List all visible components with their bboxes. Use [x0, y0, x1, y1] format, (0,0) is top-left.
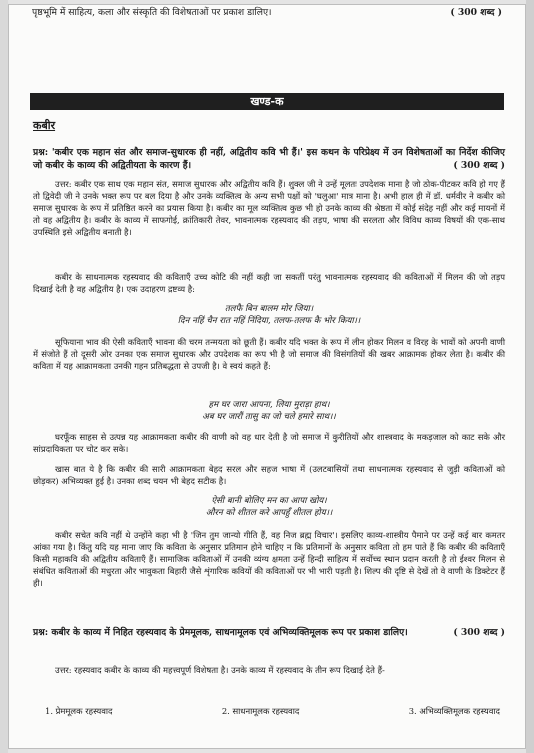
scan-right-margin	[526, 0, 534, 753]
couplet-1	[33, 303, 505, 327]
list-item: 2. साधनामूलक रहस्यवाद	[221, 706, 300, 716]
couplet-line: अब घर जारौं तासु का जो चले हमारे साथ।।	[202, 412, 336, 422]
couplet-line: दिन नहिं चैन रात नहिं निंदिया, तलफ-तलफ कै भोर किया।।	[177, 316, 361, 326]
couplet-line: औरन को शीतल करे आपहुँ शीतल होय।।	[205, 508, 333, 518]
answer-1-paragraph-5: खास बात ये है कि कबीर की सारी आक्रामकता बेहद सरल और सहज भाषा में (उलटबासियों तथा साधनात्मक रहस्यवाद से जुड़ी कविताओं को छोड़कर) अभिव्यक्त हुई है। उनका शब्द चयन भी बेहद सटीक है।	[33, 464, 505, 486]
question-text: 'कबीर एक महान संत और समाज-सुधारक ही नहीं, अद्वितीय कवि भी हैं।' इस कथन के परिप्रेक्ष्य में उन विशेषताओं का निर्देश कीजिए जो कबीर के काव्य की अद्वितीयता के कारण हैं।	[33, 147, 505, 171]
couplet-3	[33, 495, 505, 519]
question-text: कबीर के काव्य में निहित रहस्यवाद के प्रेममूलक, साधनामूलक एवं अभिव्यक्तिमूलक रूप पर प्रकाश डालिए।	[51, 627, 408, 638]
answer-2-intro: उत्तर: रहस्यवाद कबीर के काव्य की महत्त्वपूर्ण विशेषता है। उनके काव्य में रहस्यवाद के तीन रूप दिखाई देते हैं-	[55, 665, 385, 675]
previous-question-tail	[32, 7, 502, 18]
previous-question-marks: ( 300 शब्द )	[450, 7, 502, 18]
list-item: 1. प्रेममूलक रहस्यवाद	[45, 706, 113, 716]
section-banner: खण्ड-क	[30, 93, 504, 110]
question-1	[33, 147, 505, 172]
section-title: कबीर	[33, 119, 56, 132]
question-label: प्रश्न:	[33, 147, 49, 158]
couplet-line: तलफै बिन बालम मोर जिया।	[224, 304, 314, 314]
list-item: 3. अभिव्यक्तिमूलक रहस्यवाद	[408, 706, 500, 716]
answer-1-paragraph-4: घरफूँक साहस से उत्पन्न यह आक्रामकता कबीर की वाणी को वह धार देती है जो समाज में कुरीतियों और शास्त्रवाद के मकड़जाल को काट सके और सांप्रदायिकता पर चोट कर सके।	[33, 432, 505, 454]
previous-question-text: पृष्ठभूमि में साहित्य, कला और संस्कृति की विशेषताओं पर प्रकाश डालिए।	[32, 7, 272, 18]
question-marks: ( 300 शब्द )	[453, 627, 505, 638]
answer-1-paragraph-6: कबीर सचेत कवि नहीं थे उन्होंने कहा भी है 'जिन तुम जान्यो गीति हैं, वह निज ब्रह्म विचार'। इसलिए काव्य-शास्त्रीय पैमाने पर उन्हें कई बार कमतर आंका गया है। किंतु यदि यह माना जाए कि कविता के अनुसार प्रतिमान होने चाहिए न कि प्रतिमानों के अनुसार कविता तो हम पाते हैं कि कबीर की कविताएँ किसी महाकवि की अद्वितीय कविताएँ हैं। सामाजिक कविताओं में उनकी व्यंग्य क्षमता उन्हें हिन्दी साहित्य में सर्वोच्च स्थान प्रदान करती है तो ईश्वर मिलन से संबंधित कविताओं की मधुरता और भावुकता बिहारी जैसे शृंगारिक कवियों की कविताओं पर भी भारी पड़ती है। शिल्प की दृष्टि से देखें तो वे वाणी के डिक्टेटर हैं ही।	[33, 530, 505, 588]
couplet-line: हम घर जारा आपना, लिया मुराड़ा हाथ।	[208, 400, 330, 410]
question-marks: ( 300 शब्द )	[453, 159, 505, 171]
couplet-line: ऐसी बानी बोलिए मन का आपा खोय।	[211, 496, 327, 506]
answer-1-paragraph-3: सूफियाना भाव की ऐसी कविताएँ भावना की चरम तन्मयता को छूती हैं। कबीर यदि भक्त के रूप में लीन होकर मिलन व विरह के भावों को अपनी वाणी में संजोते हैं तो दूसरी ओर उनका एक समाज सुधारक और उपदेशक का रूप भी है जो समाज की विसंगतियों की खबर आक्रामक होकर लेता है। कबीर की कविता में यह आक्रामकता उनकी गहन प्रतिबद्धता से उपजी है। वे स्वयं कहते हैं:	[33, 337, 505, 371]
question-label: प्रश्न:	[33, 627, 49, 638]
answer-1-paragraph-1: उत्तर: कबीर एक साथ एक महान संत, समाज सुधारक और अद्वितीय कवि हैं। शुक्ल जी ने उन्हें मूलतः उपदेशक माना है जो ठोक-पीटकर कवि हो गए हैं तो द्विवेदी जी ने उनके भक्त रूप पर बल दिया है और उनके व्यक्तित्व के अन्य सभी पक्षों को 'घलुआ' मात्र माना है। अभी हाल ही में डॉ. धर्मवीर ने कबीर को समाज सुधारक के रूप में प्रतिष्ठित करने का प्रयास किया है। कबीर का मूल व्यक्तित्व कुछ भी हो उनके काव्य की श्रेष्ठता में कोई संदेह नहीं और कई मायनों में तो वह अद्वितीय है। कबीर के काव्य में साफगोई, क्रांतिकारी तेवर, भावनात्मक रहस्यवाद की तड़प, भाषा की सरलता और विविध काव्य विषयों की एक-साथ उपस्थिति इसे अद्वितीय बनाती है।	[33, 179, 505, 237]
answer-1-paragraph-2: कबीर के साधनात्मक रहस्यवाद की कविताएँ उच्च कोटि की नहीं कही जा सकतीं परंतु भावनात्मक रहस्यवाद की कविताओं में मिलन की जो तड़प दिखाई देती है वह अद्वितीय है। एक उदाहरण द्रष्टव्य है:	[33, 272, 505, 294]
couplet-2	[33, 399, 505, 423]
question-2	[33, 627, 505, 640]
mysticism-types-list	[45, 706, 500, 717]
scan-left-margin	[0, 0, 8, 753]
